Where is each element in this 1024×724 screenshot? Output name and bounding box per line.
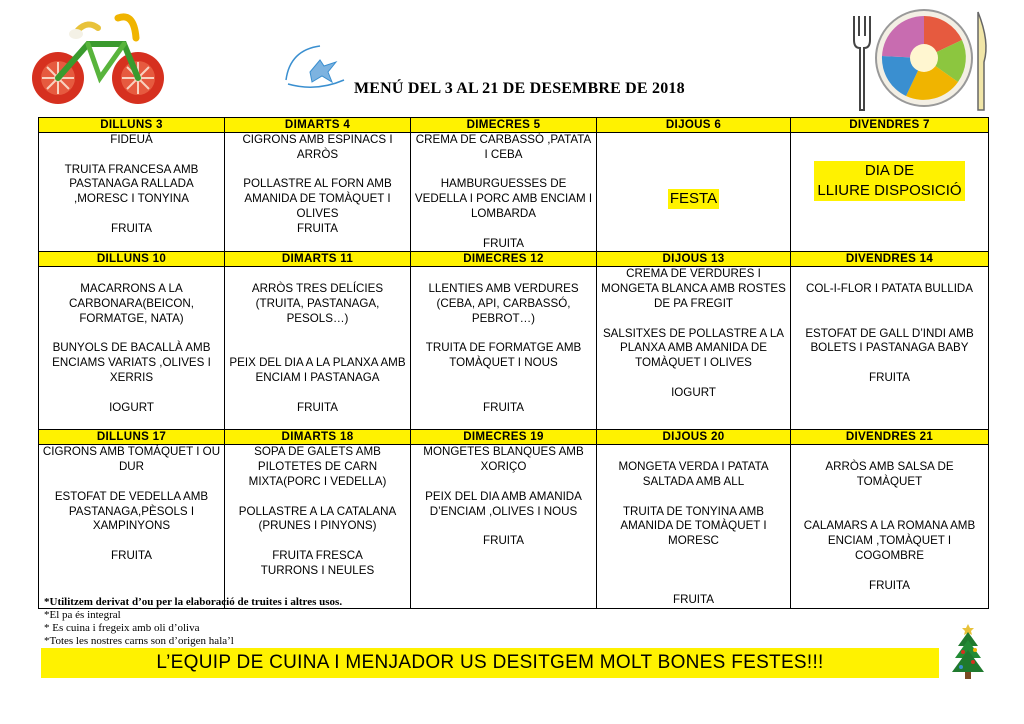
day-header: DIVENDRES 14 bbox=[791, 252, 989, 267]
day-menu-cell bbox=[791, 133, 989, 252]
day-menu-cell bbox=[597, 267, 791, 430]
day-menu-text: MONGETES BLANQUES AMB XORIÇO PEIX DEL DIA AMB AMANIDA D’ENCIAM ,OLIVES I NOUS FRUITA bbox=[423, 445, 584, 548]
day-menu-cell bbox=[791, 267, 989, 430]
christmas-tree-icon bbox=[950, 622, 986, 680]
day-menu-cell bbox=[597, 445, 791, 609]
week-1-header-row bbox=[39, 118, 989, 133]
day-menu-text: ARRÒS TRES DELÍCIES (TRUITA, PASTANAGA, PESOLS…) PEIX DEL DIA A LA PLANXA AMB ENCIAM I PASTANAGA FRUITA bbox=[229, 282, 406, 414]
day-header: DIMECRES 19 bbox=[411, 430, 597, 445]
day-menu-cell bbox=[597, 133, 791, 252]
holiday-label: FESTA bbox=[669, 190, 718, 207]
day-header: DIMARTS 4 bbox=[225, 118, 411, 133]
day-menu-cell bbox=[225, 267, 411, 430]
holiday-greeting-banner: L’EQUIP DE CUINA I MENJADOR US DESITGEM MOLT BONES FESTES!!! bbox=[41, 648, 939, 678]
day-header: DIJOUS 6 bbox=[597, 118, 791, 133]
day-menu-cell bbox=[791, 445, 989, 609]
day-header: DIMARTS 18 bbox=[225, 430, 411, 445]
day-menu-cell bbox=[225, 133, 411, 252]
menu-table bbox=[38, 117, 989, 609]
day-header: DILLUNS 3 bbox=[39, 118, 225, 133]
plate-with-cutlery-icon bbox=[846, 2, 996, 114]
day-menu-cell bbox=[411, 133, 597, 252]
week-2-header-row bbox=[39, 252, 989, 267]
week-3-menu-row bbox=[39, 445, 989, 609]
footnote: *Totes les nostres carns son d’origen hala’l bbox=[44, 635, 234, 647]
day-menu-text: CIGRONS AMB TOMÀQUET I OU DUR ESTOFAT DE VEDELLA AMB PASTANAGA,PÈSOLS I XAMPINYONS FRUITA bbox=[42, 445, 221, 562]
day-header: DIVENDRES 21 bbox=[791, 430, 989, 445]
day-header: DIMECRES 12 bbox=[411, 252, 597, 267]
day-menu-text: FIDEUÀ TRUITA FRANCESA AMB PASTANAGA RALLADA ,MORESC I TONYINA FRUITA bbox=[64, 133, 199, 235]
footnotes bbox=[44, 596, 342, 648]
footnote: *El pa és integral bbox=[44, 609, 121, 621]
week-1-menu-row bbox=[39, 133, 989, 252]
day-menu-cell bbox=[225, 445, 411, 609]
day-header: DIMARTS 11 bbox=[225, 252, 411, 267]
day-menu-text: MONGETA VERDA I PATATA SALTADA AMB ALL TRUITA DE TONYINA AMB AMANIDA DE TOMÀQUET I MORESC FRUITA bbox=[618, 460, 769, 607]
day-menu-cell bbox=[411, 445, 597, 609]
day-header: DIJOUS 20 bbox=[597, 430, 791, 445]
day-menu-text: MACARRONS A LA CARBONARA(BEICON, FORMATGE, NATA) BUNYOLS DE BACALLÀ AMB ENCIAMS VARIATS ,OLIVES I XERRIS IOGURT bbox=[52, 282, 211, 414]
page-title: MENÚ DEL 3 AL 21 DE DESEMBRE DE 2018 bbox=[354, 80, 685, 97]
day-menu-text: CREMA DE VERDURES I MONGETA BLANCA AMB ROSTES DE PA FREGIT SALSITXES DE POLLASTRE A LA PLANXA AMB AMANIDA DE TOMÀQUET I OLIVES IOGURT bbox=[601, 267, 786, 399]
footnote: *Utilitzem derivat d’ou per la elaboració de truites i altres usos. bbox=[44, 596, 343, 608]
day-menu-text: LLENTIES AMB VERDURES (CEBA, API, CARBASSÓ, PEBROT…) TRUITA DE FORMATGE AMB TOMÀQUET I NOUS FRUITA bbox=[425, 282, 582, 414]
day-header: DILLUNS 17 bbox=[39, 430, 225, 445]
day-header: DIMECRES 5 bbox=[411, 118, 597, 133]
day-menu-cell bbox=[39, 267, 225, 430]
day-menu-text: COL-I-FLOR I PATATA BULLIDA ESTOFAT DE GALL D’INDI AMB BOLETS I PASTANAGA BABY FRUITA bbox=[805, 282, 974, 384]
week-3-header-row bbox=[39, 430, 989, 445]
school-logo-icon bbox=[280, 40, 350, 90]
footnote: * Es cuina i fregeix amb oli d’oliva bbox=[44, 622, 200, 634]
day-menu-cell bbox=[39, 445, 225, 609]
day-menu-text: CIGRONS AMB ESPINACS I ARRÒS POLLASTRE AL FORN AMB AMANIDA DE TOMÀQUET I OLIVES FRUITA bbox=[242, 133, 393, 235]
day-menu-text: ARRÒS AMB SALSA DE TOMÀQUET CALAMARS A LA ROMANA AMB ENCIAM ,TOMÀQUET I COGOMBRE FRUITA bbox=[803, 460, 976, 592]
week-2-menu-row bbox=[39, 267, 989, 430]
day-menu-text: SOPA DE GALETS AMB PILOTETES DE CARN MIXTA(PORC I VEDELLA) POLLASTRE A LA CATALANA (PRUNES I PINYONS) FRUITA FRESCA TURRONS I NEULES bbox=[238, 445, 397, 577]
day-header: DILLUNS 10 bbox=[39, 252, 225, 267]
day-header: DIJOUS 13 bbox=[597, 252, 791, 267]
day-header: DIVENDRES 7 bbox=[791, 118, 989, 133]
vegetable-bicycle-icon bbox=[24, 8, 174, 108]
day-menu-cell bbox=[39, 133, 225, 252]
day-menu-cell bbox=[411, 267, 597, 430]
day-menu-text: CREMA DE CARBASSÓ ,PATATA I CEBA HAMBURGUESSES DE VEDELLA I PORC AMB ENCIAM I LOMBARDA FRUITA bbox=[414, 133, 593, 250]
free-day-label: DIA DE LLIURE DISPOSICIÓ bbox=[814, 161, 964, 201]
